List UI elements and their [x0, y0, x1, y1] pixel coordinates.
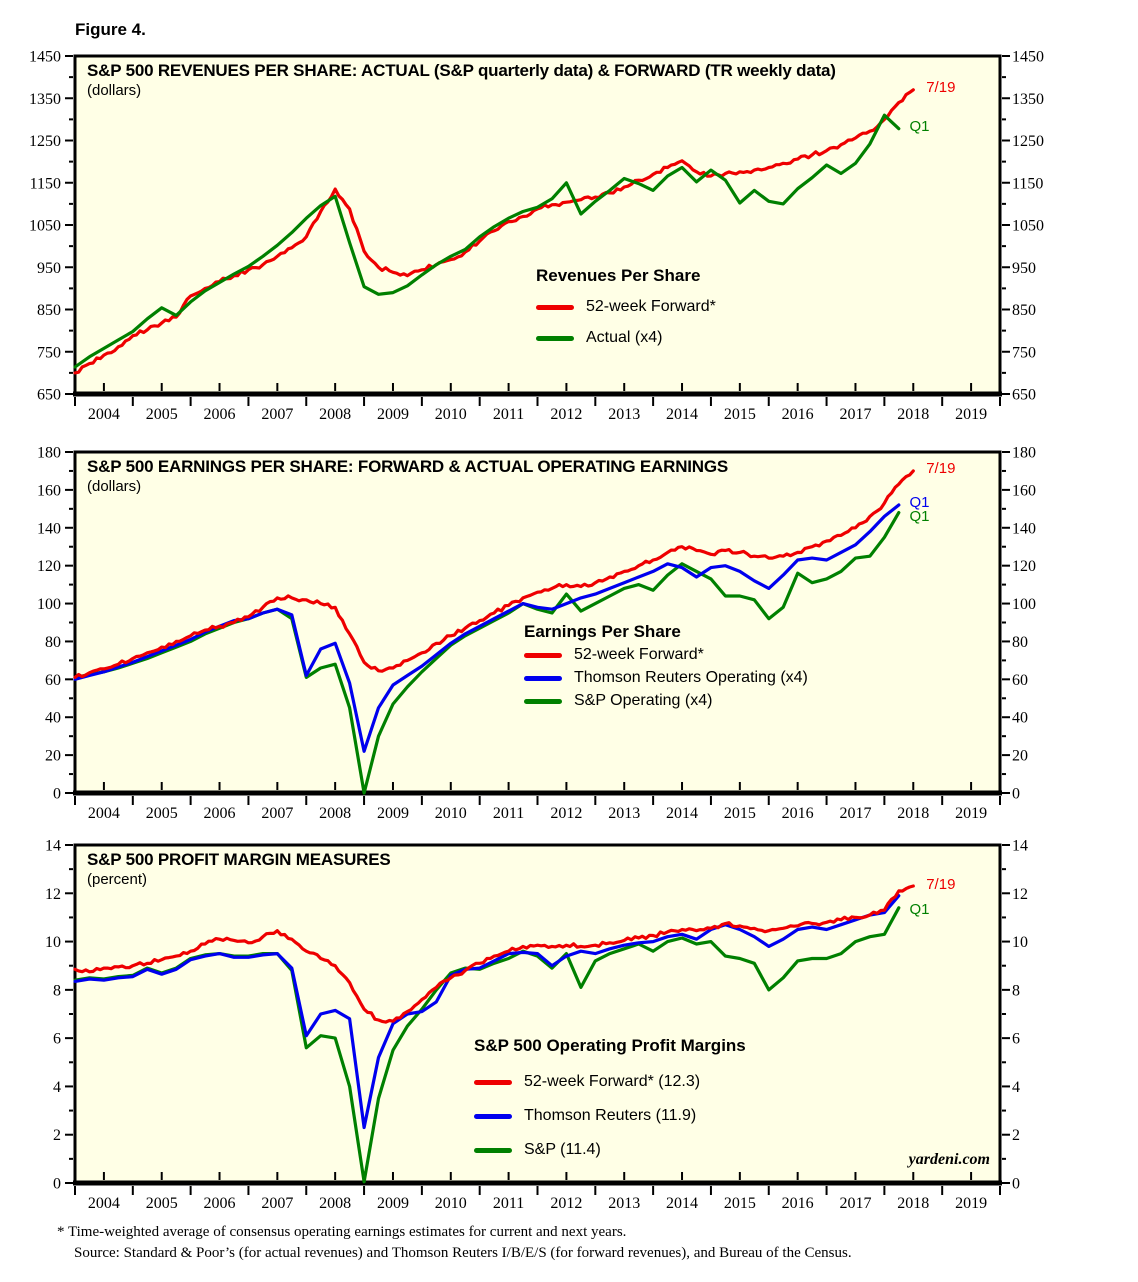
x-year-label: 2008	[319, 805, 352, 822]
y-tick-label-right: 950	[1012, 259, 1036, 277]
x-year-label: 2009	[376, 406, 409, 423]
x-year-label: 2017	[839, 805, 872, 822]
x-year-label: 2017	[839, 406, 872, 423]
revenues-chart-units: (dollars)	[87, 82, 142, 99]
legend-swatch-green	[536, 336, 574, 341]
y-tick-label-right: 160	[1012, 482, 1036, 500]
legend-swatch-red	[524, 653, 562, 658]
x-year-label: 2016	[781, 406, 814, 423]
x-year-label: 2012	[550, 1195, 583, 1212]
y-tick-label-left: 14	[45, 837, 61, 855]
y-tick-label-right: 2	[1012, 1127, 1020, 1145]
legend-item-label: S&P (11.4)	[524, 1141, 601, 1158]
legend-item-label: 52-week Forward*	[574, 646, 704, 663]
legend-item-label: Thomson Reuters (11.9)	[524, 1107, 697, 1124]
y-tick-label-left: 650	[37, 386, 61, 404]
x-year-label: 2014	[666, 805, 699, 822]
y-tick-label-right: 120	[1012, 558, 1036, 576]
y-tick-label-right: 1450	[1012, 48, 1044, 66]
x-year-label: 2015	[723, 1195, 756, 1212]
annotation-7-19: 7/19	[926, 79, 956, 97]
y-tick-label-left: 100	[37, 596, 61, 614]
y-tick-label-right: 180	[1012, 444, 1036, 462]
legend-item	[524, 646, 808, 664]
legend-title: Earnings Per Share	[524, 622, 681, 641]
y-tick-label-right: 14	[1012, 837, 1028, 855]
x-year-label: 2007	[261, 805, 294, 822]
footnote-source: Source: Standard & Poor’s (for actual revenues) and Thomson Reuters I/B/E/S (for forward revenues), and Bureau of the Census.	[74, 1245, 852, 1261]
earnings-chart-title: S&P 500 EARNINGS PER SHARE: FORWARD & ACTUAL OPERATING EARNINGS	[87, 457, 729, 476]
x-year-label: 2008	[319, 406, 352, 423]
x-year-label: 2004	[87, 805, 120, 822]
x-year-label: 2018	[897, 805, 930, 822]
y-tick-label-right: 80	[1012, 633, 1028, 651]
annotation-q1: Q1	[909, 118, 930, 136]
x-year-label: 2019	[955, 1195, 988, 1212]
x-year-label: 2011	[492, 1195, 525, 1212]
y-tick-label-left: 750	[37, 344, 61, 362]
y-tick-label-right: 1050	[1012, 217, 1044, 235]
y-tick-label-right: 100	[1012, 596, 1036, 614]
x-year-label: 2016	[781, 805, 814, 822]
x-year-label: 2018	[897, 1195, 930, 1212]
y-tick-label-right: 60	[1012, 671, 1028, 689]
y-tick-label-left: 0	[53, 785, 61, 803]
x-year-label: 2008	[319, 1195, 352, 1212]
y-tick-label-right: 850	[1012, 302, 1036, 319]
x-year-label: 2006	[203, 406, 236, 423]
legend-item	[524, 692, 808, 710]
y-tick-label-left: 850	[37, 302, 61, 319]
legend-item-label: Thomson Reuters Operating (x4)	[574, 669, 808, 686]
figure-label: Figure 4.	[75, 20, 146, 39]
legend-item-label: S&P Operating (x4)	[574, 692, 713, 709]
y-tick-label-left: 40	[45, 709, 61, 727]
earnings-chart-units: (dollars)	[87, 478, 142, 495]
y-tick-label-left: 8	[53, 982, 61, 1000]
y-tick-label-left: 20	[45, 747, 61, 765]
y-tick-label-left: 1250	[29, 133, 61, 150]
x-year-label: 2009	[376, 805, 409, 822]
annotation-7-19: 7/19	[926, 875, 956, 893]
earnings-legend	[524, 622, 808, 715]
legend-swatch-green	[474, 1148, 512, 1153]
x-year-label: 2006	[203, 805, 236, 822]
x-year-label: 2015	[723, 406, 756, 423]
x-year-label: 2010	[434, 1195, 467, 1212]
y-tick-label-left: 12	[45, 885, 61, 903]
legend-item	[536, 298, 716, 316]
y-tick-label-right: 6	[1012, 1030, 1020, 1048]
x-year-label: 2004	[87, 1195, 120, 1212]
y-tick-label-left: 10	[45, 934, 61, 952]
margins-chart-units: (percent)	[87, 871, 148, 888]
x-year-label: 2017	[839, 1195, 872, 1212]
x-year-label: 2005	[145, 1195, 178, 1212]
y-tick-label-right: 10	[1012, 934, 1028, 952]
y-tick-label-left: 2	[53, 1127, 61, 1145]
x-year-label: 2019	[955, 805, 988, 822]
y-tick-label-left: 1050	[29, 217, 61, 235]
y-tick-label-right: 0	[1012, 785, 1020, 803]
y-tick-label-left: 6	[53, 1030, 61, 1048]
legend-title: S&P 500 Operating Profit Margins	[474, 1036, 746, 1055]
x-year-label: 2011	[492, 805, 525, 822]
revenues-chart-title: S&P 500 REVENUES PER SHARE: ACTUAL (S&P quarterly data) & FORWARD (TR weekly data)	[87, 61, 836, 80]
x-year-label: 2013	[608, 805, 641, 822]
x-year-label: 2011	[492, 406, 525, 423]
annotation-q1: Q1	[909, 494, 930, 512]
legend-item	[474, 1073, 746, 1091]
x-year-label: 2006	[203, 1195, 236, 1212]
y-tick-label-left: 1350	[29, 90, 61, 108]
y-tick-label-right: 0	[1012, 1175, 1020, 1193]
y-tick-label-left: 160	[37, 482, 61, 500]
y-tick-label-right: 1350	[1012, 90, 1044, 108]
y-tick-label-right: 750	[1012, 344, 1036, 362]
legend-item	[524, 669, 808, 687]
x-year-label: 2019	[955, 406, 988, 423]
x-year-label: 2007	[261, 1195, 294, 1212]
x-year-label: 2007	[261, 406, 294, 423]
x-year-label: 2014	[666, 1195, 699, 1212]
legend-swatch-blue	[474, 1114, 512, 1119]
y-tick-label-right: 1250	[1012, 133, 1044, 150]
y-tick-label-right: 20	[1012, 747, 1028, 765]
x-year-label: 2009	[376, 1195, 409, 1212]
x-year-label: 2014	[666, 406, 699, 423]
legend-swatch-blue	[524, 676, 562, 681]
legend-title: Revenues Per Share	[536, 266, 701, 285]
revenues-legend	[536, 266, 716, 360]
y-tick-label-right: 1150	[1012, 175, 1044, 193]
y-tick-label-right: 650	[1012, 386, 1036, 404]
legend-item	[536, 329, 716, 347]
x-year-label: 2015	[723, 805, 756, 822]
legend-item	[474, 1107, 746, 1125]
watermark-yardeni: yardeni.com	[908, 1151, 990, 1168]
y-tick-label-left: 120	[37, 558, 61, 576]
x-year-label: 2004	[87, 406, 120, 423]
y-tick-label-right: 140	[1012, 520, 1036, 538]
y-tick-label-left: 60	[45, 671, 61, 689]
legend-item-label: 52-week Forward*	[586, 298, 716, 315]
legend-swatch-red	[474, 1080, 512, 1085]
y-tick-label-right: 4	[1012, 1078, 1020, 1096]
x-year-label: 2016	[781, 1195, 814, 1212]
y-tick-label-left: 180	[37, 444, 61, 462]
x-year-label: 2013	[608, 406, 641, 423]
legend-swatch-red	[536, 305, 574, 310]
annotation-q1: Q1	[909, 508, 930, 526]
y-tick-label-left: 0	[53, 1175, 61, 1193]
legend-swatch-green	[524, 699, 562, 704]
x-year-label: 2005	[145, 406, 178, 423]
y-tick-label-left: 950	[37, 259, 61, 277]
legend-item	[474, 1141, 746, 1159]
legend-item-label: 52-week Forward* (12.3)	[524, 1073, 701, 1090]
legend-item-label: Actual (x4)	[586, 329, 663, 346]
margins-chart-title: S&P 500 PROFIT MARGIN MEASURES	[87, 850, 391, 869]
x-year-label: 2012	[550, 805, 583, 822]
y-tick-label-left: 80	[45, 633, 61, 651]
margins-legend	[474, 1036, 746, 1175]
footnote-asterisk: * Time-weighted average of consensus operating earnings estimates for current and next years.	[57, 1224, 627, 1240]
x-year-label: 2013	[608, 1195, 641, 1212]
annotation-q1: Q1	[909, 901, 930, 919]
y-tick-label-left: 140	[37, 520, 61, 538]
y-tick-label-right: 40	[1012, 709, 1028, 727]
annotation-7-19: 7/19	[926, 460, 956, 478]
x-year-label: 2010	[434, 406, 467, 423]
y-tick-label-left: 4	[53, 1078, 61, 1096]
y-tick-label-right: 8	[1012, 982, 1020, 1000]
y-tick-label-left: 1150	[29, 175, 61, 193]
y-tick-label-right: 12	[1012, 885, 1028, 903]
x-year-label: 2005	[145, 805, 178, 822]
x-year-label: 2010	[434, 805, 467, 822]
x-year-label: 2012	[550, 406, 583, 423]
x-year-label: 2018	[897, 406, 930, 423]
y-tick-label-left: 1450	[29, 48, 61, 66]
